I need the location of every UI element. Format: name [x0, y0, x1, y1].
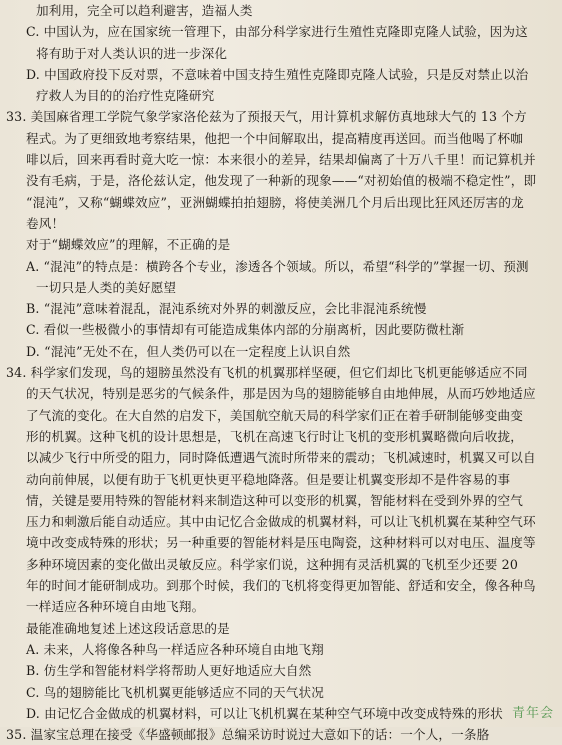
q34-passage-line-10: 多种环境因素的变化做出灵敏反应。科学家们说，这种拥有灵活机翼的飞机至少还要 20 [26, 556, 518, 572]
q32-option-c-cont: 将有助于对人类认识的进一步深化 [36, 45, 228, 61]
question-33 [6, 106, 548, 362]
q34-passage-line-4: 形的机翼。这种飞机的设计思想是，飞机在高速飞行时让飞机的变形机翼略微向后收拢， [26, 428, 524, 444]
question-35 [6, 724, 548, 745]
q34-passage-line-8: 压力和刺激后能自动适应。其中由记忆合金做成的机翼材料，可以让飞机机翼在某种空气环 [26, 514, 536, 530]
q32-option-d-cont: 疗救人为目的的治疗性克隆研究 [36, 88, 215, 104]
q34-question-stem: 最能准确地复述上述这段话意思的是 [26, 620, 230, 636]
q33-passage-line-6: 卷风！ [26, 215, 65, 231]
q33-option-b: B. “混沌”意味着混乱，混沌系统对外界的刺激反应，会比非混沌系统慢 [26, 301, 427, 317]
q33-passage-line-5: “混沌”，又称“蝴蝶效应”，亚洲蝴蝶拍拍翅膀，将使美洲几个月后出现比狂风还厉害的龙 [26, 194, 524, 210]
q34-passage-line-7: 情，关键是要用特殊的智能材料来制造这种可以变形的机翼，智能材料在受到外界的空气 [26, 492, 524, 508]
q33-option-c: C. 看似一些极微小的事情却有可能造成集体内部的分崩离析，因此要防微杜渐 [26, 322, 465, 338]
q33-option-a: A. “混沌”的特点是：横跨各个专业，渗透各个领域。所以，希望“科学的”掌握一切、预测 [26, 258, 529, 274]
q34-option-a: A. 未来，人将像各种鸟一样适应各种环境自由地飞翔 [26, 641, 324, 657]
q33-passage-line-4: 没有毛病，于是，洛伦兹认定，他发现了一种新的现象——“对初始值的极端不稳定性”，即 [26, 173, 537, 189]
q32-option-d: D. 中国政府投下反对票，不意味着中国支持生殖性克隆即克隆人试验，只是反对禁止以治 [26, 66, 529, 82]
q32-option-c: C. 中国认为，应在国家统一管理下，由部分科学家进行生殖性克隆即克隆人试验，因为这 [26, 24, 528, 40]
q35-passage-line-1: 35. 温家宝总理在接受《华盛顿邮报》总编采访时说过大意如下的话：一个人，一条胳 [6, 727, 490, 743]
q33-passage-line-3: 啡以后，回来再看时竟大吃一惊：本来很小的差异，结果却偏离了十万八千里！而记算机并 [26, 152, 536, 168]
q34-passage-line-11: 年的时间才能研制成功。到那个时候，我们的飞机将变得更加智能、舒适和安全，像各种鸟 [26, 578, 536, 594]
q34-passage-line-2: 的天气状况，特别是恶劣的气候条件，那是因为鸟的翅膀能够自由地伸展，从而巧妙地适应 [26, 386, 536, 402]
watermark-logo: 青年会 [511, 706, 554, 721]
q34-option-c: C. 鸟的翅膀能比飞机机翼更能够适应不同的天气状况 [26, 684, 325, 700]
q34-passage-line-5: 以减少飞行中所受的阻力，同时降低遭遇气流时所带来的震动；飞机减速时，机翼又可以自 [26, 450, 536, 466]
q33-passage-line-1: 33. 美国麻省理工学院气象学家洛伦兹为了预报天气，用计算机求解仿真地球大气的 13 个方 [6, 109, 527, 125]
q33-question-stem: 对于“蝴蝶效应”的理解，不正确的是 [26, 237, 231, 253]
q34-option-b: B. 仿生学和智能材料学将帮助人更好地适应大自然 [26, 663, 312, 679]
q33-option-d: D. “混沌”无处不在，但人类仍可以在一定程度上认识自然 [26, 343, 351, 359]
q32-option-a-cont: 加利用，完全可以趋利避害，造福人类 [36, 3, 253, 18]
q34-option-d: D. 由记忆合金做成的机翼材料，可以让飞机机翼在某种空气环境中改变成特殊的形状 [26, 705, 503, 721]
q34-passage-line-9: 境中改变成特殊的形状；另一种重要的智能材料是压电陶瓷，这种材料可以对电压、温度等 [26, 535, 536, 551]
question-32-tail [6, 0, 548, 106]
q33-option-a-cont: 一切只是人类的美好愿望 [36, 279, 177, 295]
q34-passage-line-6: 动向前伸展，以便有助于飞机更快更平稳地降落。但是要让机翼变形却不是件容易的事 [26, 471, 511, 487]
q34-passage-line-3: 了气流的变化。在大自然的启发下，美国航空航天局的科学家们正在着手研制能够变曲变 [26, 407, 524, 423]
q33-passage-line-2: 程式。为了更细致地考察结果，他把一个中间解取出，提高精度再送回。而当他喝了杯咖 [26, 130, 524, 146]
question-34 [6, 362, 548, 724]
q34-passage-line-1: 34. 科学家们发现，鸟的翅膀虽然没有飞机的机翼那样坚硬，但它们却比飞机更能够适应不同 [6, 365, 528, 381]
q34-passage-line-12: 一样适应各种环境自由地飞翔。 [26, 599, 205, 615]
